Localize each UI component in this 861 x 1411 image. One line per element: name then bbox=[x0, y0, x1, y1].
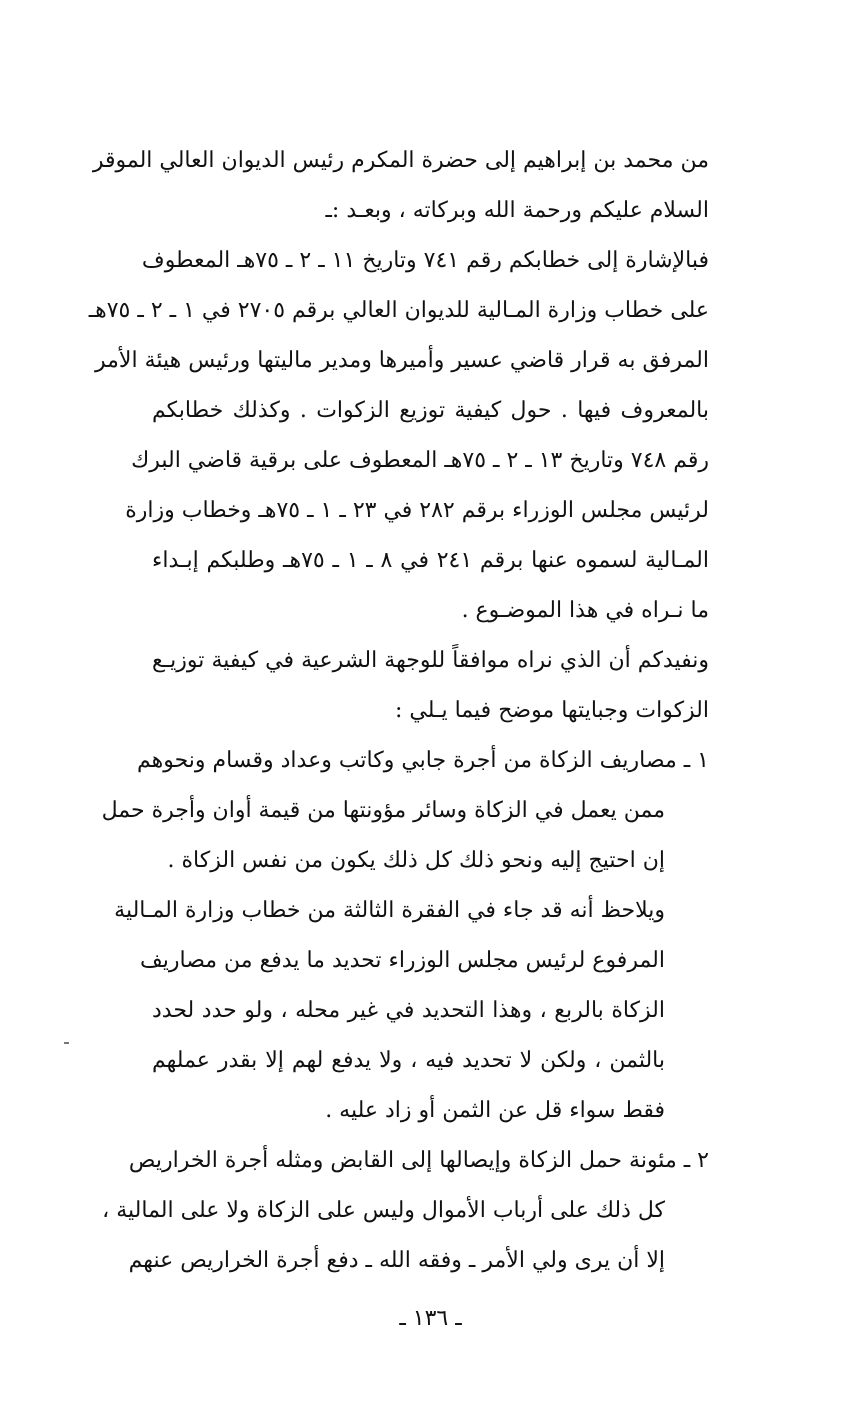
body-line: بالمعروف فيها . حول كيفية توزيع الزكوات . وكذلك خطابكم bbox=[152, 398, 709, 423]
body-line: الزكوات وجبايتها موضح فيما يـلي : bbox=[395, 698, 709, 723]
greeting-line: السلام عليكم ورحمة الله وبركاته ، وبعـد :ـ bbox=[325, 198, 709, 223]
list-item-2-line: ٢ ـ مئونة حمل الزكاة وإيصالها إلى القابض ومثله أجرة الخراريص bbox=[128, 1148, 709, 1173]
list-item-2-line: إلا أن يرى ولي الأمر ـ وفقه الله ـ دفع أجرة الخراريص عنهم bbox=[128, 1248, 665, 1273]
list-item-1-line: بالثمن ، ولكن لا تحديد فيه ، ولا يدفع لهم إلا بقدر عملهم bbox=[152, 1048, 665, 1073]
list-item-1-line: الزكاة بالربع ، وهذا التحديد في غير محله ، ولو حدد لحدد bbox=[152, 998, 665, 1023]
body-line: رقم ٧٤٨ وتاريخ ١٣ ـ ٢ ـ ٧٥هـ المعطوف على برقية قاضي البرك bbox=[131, 448, 709, 473]
body-line: ما نـراه في هذا الموضـوع . bbox=[461, 598, 709, 623]
list-item-1-line: المرفوع لرئيس مجلس الوزراء تحديد ما يدفع من مصاريف bbox=[139, 948, 665, 973]
list-item-2-line: كل ذلك على أرباب الأموال وليس على الزكاة ولا على المالية ، bbox=[102, 1198, 665, 1223]
body-line: فبالإشارة إلى خطابكم رقم ٧٤١ وتاريخ ١١ ـ ٢ ـ ٧٥هـ المعطوف bbox=[141, 248, 709, 273]
body-line: ونفيدكم أن الذي نراه موافقاً للوجهة الشرعية في كيفية توزيـع bbox=[152, 648, 709, 673]
list-item-1-line: إن احتيج إليه ونحو ذلك كل ذلك يكون من نفس الزكاة . bbox=[167, 848, 665, 873]
body-line: المـالية لسموه عنها برقم ٢٤١ في ٨ ـ ١ ـ ٧٥هـ وطلبكم إبـداء bbox=[152, 548, 709, 573]
letter-opening-line: من محمد بن إبراهيم إلى حضرة المكرم رئيس الديوان العالي الموقر bbox=[92, 148, 709, 173]
body-line: لرئيس مجلس الوزراء برقم ٢٨٢ في ٢٣ ـ ١ ـ ٧٥هـ وخطاب وزارة bbox=[125, 498, 709, 523]
list-item-1-line: ممن يعمل في الزكاة وسائر مؤونتها من قيمة أوان وأجرة حمل bbox=[101, 798, 665, 823]
list-item-1-line: ويلاحظ أنه قد جاء في الفقرة الثالثة من خطاب وزارة المـالية bbox=[114, 898, 665, 923]
body-line: على خطاب وزارة المـالية للديوان العالي برقم ٢٧٠٥ في ١ ـ ٢ ـ ٧٥هـ bbox=[88, 298, 709, 323]
scan-speck bbox=[64, 1042, 69, 1044]
page-number: ـ ١٣٦ ـ bbox=[399, 1306, 462, 1331]
list-item-1-line: فقط سواء قل عن الثمن أو زاد عليه . bbox=[325, 1098, 665, 1123]
list-item-1-line: ١ ـ مصاريف الزكاة من أجرة جابي وكاتب وعداد وقسام ونحوهم bbox=[136, 748, 709, 773]
body-line: المرفق به قرار قاضي عسير وأميرها ومدير ماليتها ورئيس هيئة الأمر bbox=[95, 348, 709, 373]
